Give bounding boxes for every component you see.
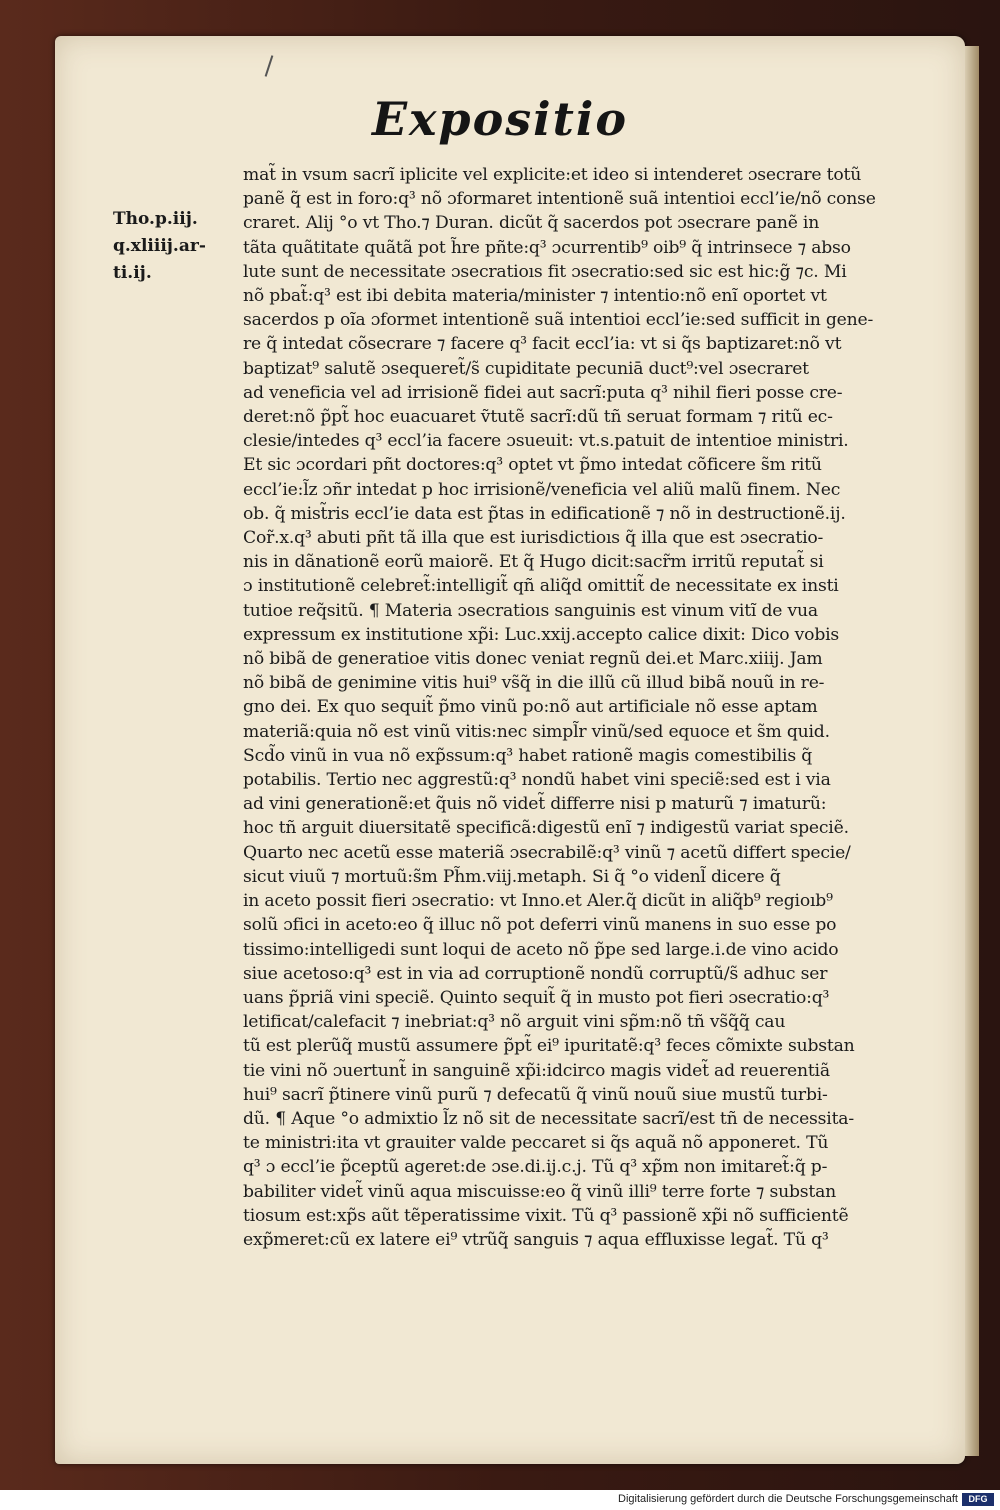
margin-note-line: Tho.p.iij.: [113, 209, 198, 229]
text-line: craret. Alij °o vt Tho.⁊ Duran. dicũt q̃ sacerdos pot ɔsecrare panẽ in: [243, 213, 820, 234]
page-edge: [965, 46, 979, 1456]
text-line: nõ bibã de generatioe vitis donec veniat regnũ dei.et Marc.xiiij. Jam: [243, 649, 823, 670]
text-line: nõ pbat̃:q³ est ibi debita materia/minister ⁊ intentio:nõ enĩ oportet vt: [243, 286, 827, 307]
text-line: tãta quãtitate quãtã pot h̃re pñte:q³ ɔcurrentib⁹ oib⁹ q̃ intrinsece ⁊ abso: [243, 237, 851, 258]
text-line: nõ bibã de genimine vitis hui⁹ vs̃q̃ in die illũ cũ illud bibã nouũ in re-: [243, 673, 825, 694]
text-line: uans p̃priã vini speciẽ. Quinto sequit̃ q̃ in musto pot fieri ɔsecratio:q³: [243, 987, 830, 1008]
margin-note-line: q.xliiij.ar-: [113, 236, 206, 256]
text-line: potabilis. Tertio nec aggrestũ:q³ nondũ habet vini speciẽ:sed est i via: [243, 770, 831, 791]
text-line: siue acetoso:q³ est in via ad corruptionẽ nondũ corruptũ/s̃ adhuc ser: [243, 963, 828, 984]
text-line: Cor̃.x.q³ abuti pñt tã illa que est iurisdictioıs q̃ illa que est ɔsecratio-: [243, 528, 824, 549]
text-line: letificat/calefacit ⁊ inebriat:q³ nõ arguit vini sp̃m:nõ tñ vs̃q̃q̃ cau: [243, 1012, 786, 1033]
text-line: deret:nõ p̃pt̃ hoc euacuaret ṽtutẽ sacrĩ:dũ tñ seruat formam ⁊ ritũ ec-: [243, 407, 833, 428]
text-line: hoc tñ arguit diuersitatẽ specificã:digestũ enĩ ⁊ indigestũ variat speciẽ.: [243, 818, 849, 839]
footer-credit: Digitalisierung gefördert durch die Deutsche Forschungsgemeinschaft: [618, 1493, 958, 1505]
text-line: tissimo:intelligedi sunt loqui de aceto nõ p̃pe sed large.i.de vino acido: [243, 939, 839, 960]
text-line: solũ ɔfici in aceto:eo q̃ illuc nõ pot deferri vinũ manens in suo esse po: [243, 915, 837, 936]
text-line: baptizat⁹ salutẽ ɔsequeret̃/s̃ cupiditate pecuniā duct⁹:vel ɔsecraret: [243, 358, 809, 379]
text-line: tiosum est:xp̃s aũt tẽperatissime vixit. Tũ q³ passionẽ xp̃i nõ sufficientẽ: [243, 1205, 849, 1226]
text-line: Et sic ɔcordari pñt doctores:q³ optet vt p̃mo intedat cõficere s̃m ritũ: [243, 455, 822, 476]
body-text: [243, 163, 943, 1252]
text-line: ɔ institutionẽ celebret̃:intelligit̃ qñ aliq̃d omittit̃ de necessitate ex insti: [243, 576, 839, 597]
text-line: mat̃ in vsum sacrĩ iplicite vel explicite:et ideo si intenderet ɔsecrare totũ: [243, 165, 862, 185]
text-line: lute sunt de necessitate ɔsecratioıs fit ɔsecratio:sed sic est hic:g̃ ⁊c. Mi: [243, 261, 847, 282]
text-line: dũ. ¶ Aque °o admixtio l̃z nõ sit de necessitate sacrĩ/est tñ de necessita-: [243, 1108, 854, 1129]
text-line: materiã:quia nõ est vinũ vitis:nec simpl̃r vinũ/sed equoce et s̃m quid.: [243, 721, 830, 742]
text-line: tũ est plerũq̃ mustũ assumere p̃pt̃ ei⁹ ipuritatẽ:q³ feces cõmixte substan: [243, 1036, 855, 1057]
text-line: ad veneficia vel ad irrisionẽ fidei aut sacrĩ:puta q³ nihil fieri posse cre-: [243, 382, 843, 403]
text-line: Scd̃o vinũ in vua nõ exp̃ssum:q³ habet rationẽ magis comestibilis q̃: [243, 745, 813, 766]
text-line: eccl’ie:l̃z ɔñr intedat p hoc irrisionẽ/veneficia vel aliũ malũ finem. Nec: [243, 479, 841, 500]
text-line: tutioe req̃sitũ. ¶ Materia ɔsecratioıs sanguinis est vinum vitĩ de vua: [243, 600, 818, 621]
text-line: te ministri:ita vt grauiter valde peccaret si q̃s aquã nõ apponeret. Tũ: [243, 1133, 829, 1154]
text-line: ob. q̃ mist̃ris eccl’ie data est p̃tas in edificationẽ ⁊ nõ in destructionẽ.ij.: [243, 503, 846, 524]
text-line: panẽ q̃ est in foro:q³ nõ ɔformaret intentionẽ suã intentioi eccl’ie/nõ conse: [243, 189, 876, 210]
page-heading: Expositio: [371, 92, 629, 146]
text-line: exp̃meret:cũ ex latere ei⁹ vtrũq̃ sanguis ⁊ aqua effluxisse legat̃. Tũ q³: [243, 1229, 829, 1250]
text-line: sacerdos p oĩa ɔformet intentionẽ suã intentioi eccl’ie:sed sufficit in gene-: [243, 310, 874, 331]
text-line: ad vini generationẽ:et q̃uis nõ videt̃ differre nisi p maturũ ⁊ imaturũ:: [243, 794, 827, 815]
text-line: Quarto nec acetũ esse materiã ɔsecrabilẽ:q³ vinũ ⁊ acetũ differt specie/: [243, 842, 851, 863]
text-line: q³ ɔ eccl’ie p̃ceptũ ageret:de ɔse.di.ij.c.j. Tũ q³ xp̃m non imitaret̃:q̃ p-: [243, 1157, 828, 1178]
text-line: expressum ex institutione xp̃i: Luc.xxij.accepto calice dixit: Dico vobis: [243, 624, 840, 645]
margin-note-line: ti.ij.: [113, 263, 152, 283]
dfg-logo: DFG: [962, 1493, 994, 1506]
text-line: nis in dãnationẽ eorũ maiorẽ. Et q̃ Hugo dicit:sacr̃m irritũ reputat̃ si: [243, 552, 824, 573]
margin-note: [113, 206, 243, 287]
text-line: tie vini nõ ɔuertunt̃ in sanguinẽ xp̃i:idcirco magis videt̃ ad reuerentiã: [243, 1060, 830, 1081]
text-line: babiliter videt̃ vinũ aqua miscuisse:eo q̃ vinũ illi⁹ terre forte ⁊ substan: [243, 1181, 837, 1202]
text-line: clesie/intedes q³ eccl’ia facere ɔsueuit: vt.s.patuit de intentioe ministri.: [243, 431, 849, 452]
text-line: re q̃ intedat cõsecrare ⁊ facere q³ facit eccl’ia: vt si q̃s baptizaret:nõ vt: [243, 334, 842, 355]
text-line: sicut viuũ ⁊ mortuũ:s̃m Ph̃m.viij.metaph. Si q̃ °o videnl̃ dicere q̃: [243, 866, 781, 887]
text-line: hui⁹ sacrĩ p̃tinere vinũ purũ ⁊ defecatũ q̃ vinũ nouũ siue mustũ turbi-: [243, 1084, 828, 1105]
text-line: in aceto possit fieri ɔsecratio: vt Inno.et Aler.q̃ dicũt in aliq̃b⁹ regioıb⁹: [243, 891, 833, 912]
text-line: gno dei. Ex quo sequit̃ p̃mo vinũ po:nõ aut artificiale nõ esse aptam: [243, 697, 818, 718]
